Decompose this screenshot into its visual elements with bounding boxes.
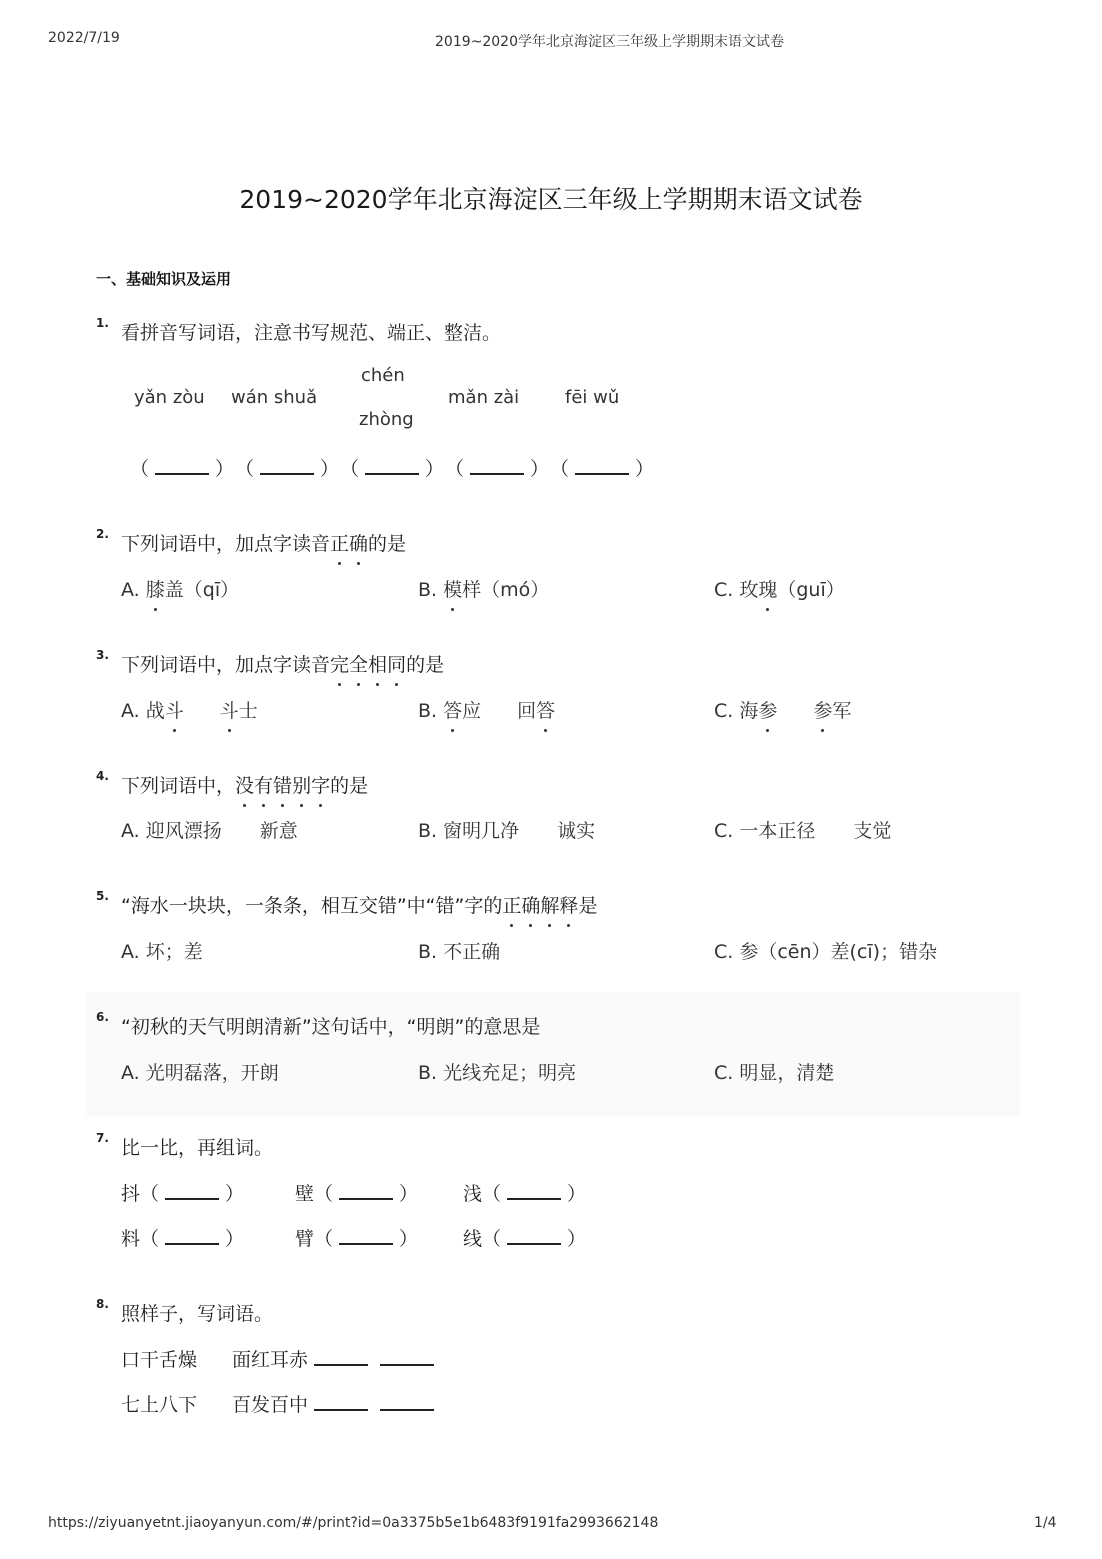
option-b[interactable]: B. 窗明几净 诚实 bbox=[418, 820, 596, 842]
option-c[interactable]: C. 海参 参军 bbox=[714, 696, 851, 723]
pinyin-2: wán shuǎ bbox=[231, 387, 318, 408]
answer-blank[interactable]: （ ） bbox=[130, 454, 234, 481]
question-text: 看拼音写词语，注意书写规范、端正、整洁。 bbox=[121, 322, 502, 344]
option-b[interactable]: B. 光线充足；明亮 bbox=[418, 1062, 577, 1084]
question-number: 4. bbox=[96, 769, 109, 783]
answer-blank[interactable]: （ ） bbox=[550, 454, 654, 481]
question-text: 下列词语中，加点字读音完全相同的是 bbox=[121, 650, 444, 677]
question-text: “海水一块块，一条条，相互交错”中“错”字的正确解释是 bbox=[121, 891, 597, 918]
question-number: 8. bbox=[96, 1297, 109, 1311]
option-c[interactable]: C. 明显，清楚 bbox=[714, 1062, 835, 1084]
option-c[interactable]: C. 参（cēn）差(cī)；错杂 bbox=[714, 941, 938, 963]
word-blank[interactable]: 抖（ ） bbox=[121, 1179, 244, 1206]
footer-url: https://ziyuanyetnt.jiaoyanyun.com/#/print?id=0a3375b5e1b6483f9191fa2993662148 bbox=[48, 1515, 659, 1531]
option-c[interactable]: C. 玫瑰（guī） bbox=[714, 575, 845, 602]
question-text: 下列词语中，加点字读音正确的是 bbox=[121, 529, 406, 556]
word-blank[interactable]: 料（ ） bbox=[121, 1224, 244, 1251]
question-text: “初秋的天气明朗清新”这句话中，“明朗”的意思是 bbox=[121, 1016, 541, 1038]
print-doc-title: 2019~2020学年北京海淀区三年级上学期期末语文试卷 bbox=[435, 34, 784, 50]
pinyin-5: fēi wǔ bbox=[565, 387, 620, 408]
example-word: 口干舌燥 bbox=[121, 1349, 198, 1371]
answer-blank[interactable]: （ ） bbox=[235, 454, 339, 481]
question-number: 2. bbox=[96, 527, 109, 541]
option-b[interactable]: B. 不正确 bbox=[418, 941, 501, 963]
option-b[interactable]: B. 答应 回答 bbox=[418, 696, 555, 723]
question-number: 3. bbox=[96, 648, 109, 662]
pinyin-4: mǎn zài bbox=[448, 387, 520, 408]
question-number: 5. bbox=[96, 889, 109, 903]
question-number: 1. bbox=[96, 316, 109, 330]
question-text: 比一比，再组词。 bbox=[121, 1137, 274, 1159]
option-a[interactable]: A. 膝盖（qī） bbox=[121, 575, 239, 602]
pinyin-3b: zhòng bbox=[359, 409, 414, 430]
pinyin-3a: chén bbox=[361, 365, 405, 386]
answer-blank[interactable]: （ ） bbox=[445, 454, 549, 481]
question-highlight bbox=[86, 992, 1020, 1116]
word-blank[interactable]: 浅（ ） bbox=[463, 1179, 586, 1206]
page-number: 1/4 bbox=[1034, 1515, 1057, 1531]
option-a[interactable]: A. 光明磊落，开朗 bbox=[121, 1062, 279, 1084]
word-blank[interactable]: 线（ ） bbox=[463, 1224, 586, 1251]
option-c[interactable]: C. 一本正径 支觉 bbox=[714, 820, 892, 842]
example-word: 七上八下 bbox=[121, 1394, 198, 1416]
option-a[interactable]: A. 迎风漂扬 新意 bbox=[121, 820, 298, 842]
question-text: 照样子，写词语。 bbox=[121, 1303, 274, 1325]
page-title: 2019~2020学年北京海淀区三年级上学期期末语文试卷 bbox=[239, 185, 863, 214]
option-a[interactable]: A. 坏；差 bbox=[121, 941, 203, 963]
word-blank[interactable]: 面红耳赤 bbox=[232, 1345, 440, 1372]
option-a[interactable]: A. 战斗 斗士 bbox=[121, 696, 258, 723]
word-blank[interactable]: 臂（ ） bbox=[295, 1224, 418, 1251]
question-number: 7. bbox=[96, 1131, 109, 1145]
section-heading: 一、基础知识及运用 bbox=[96, 270, 232, 288]
answer-blank[interactable]: （ ） bbox=[340, 454, 444, 481]
question-text: 下列词语中，没有错别字的是 bbox=[121, 771, 368, 798]
word-blank[interactable]: 壁（ ） bbox=[295, 1179, 418, 1206]
print-date: 2022/7/19 bbox=[48, 30, 120, 46]
pinyin-1: yǎn zòu bbox=[134, 387, 205, 408]
word-blank[interactable]: 百发百中 bbox=[232, 1390, 440, 1417]
question-number: 6. bbox=[96, 1010, 109, 1024]
option-b[interactable]: B. 模样（mó） bbox=[418, 575, 549, 602]
